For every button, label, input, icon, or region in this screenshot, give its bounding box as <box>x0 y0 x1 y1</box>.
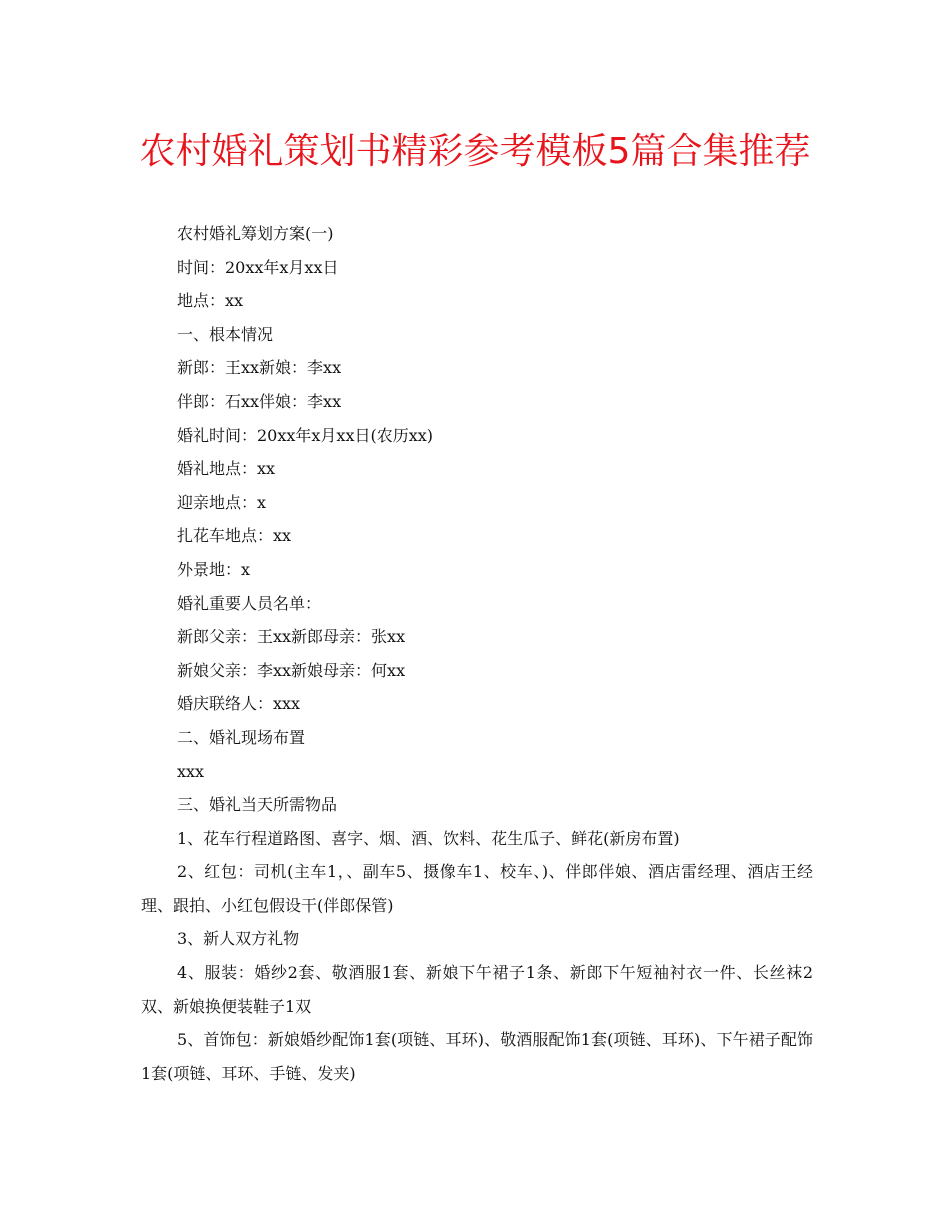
section-heading-basic: 一、根本情况 <box>177 324 274 344</box>
groomsman-bridesmaid-line: 伴郎：石xx伴娘：李xx <box>177 391 342 411</box>
time-line: 时间：20xx年x月xx日 <box>177 257 339 277</box>
groom-parents-line: 新郎父亲：王xx新郎母亲：张xx <box>177 627 406 647</box>
item-1-line: 1、花车行程道路图、喜字、烟、酒、饮料、花生瓜子、鲜花(新房布置) <box>177 828 680 848</box>
wedding-location-line: 婚礼地点：xx <box>177 459 276 479</box>
item-4-paragraph: 4、服装：婚纱2套、敬酒服1套、新娘下午裙子1条、新郎下午短袖衬衣一件、长丝袜2双、新娘换便装鞋子1双 <box>141 963 813 1016</box>
item-2-paragraph: 2、红包：司机(主车1，、副车5、摄像车1、校车、)、伴郎伴娘、酒店雷经理、酒店王经理、跟拍、小红包假设干(伴郎保管) <box>141 862 813 915</box>
document-title: 农村婚礼策划书精彩参考模板5篇合集推荐 <box>139 131 811 172</box>
car-decoration-location-line: 扎花车地点：xx <box>177 526 292 546</box>
plan-heading: 农村婚礼筹划方案(一) <box>177 224 334 243</box>
key-people-heading: 婚礼重要人员名单： <box>177 593 322 613</box>
section-heading-venue: 二、婚礼现场布置 <box>177 727 306 747</box>
outdoor-location-line: 外景地：x <box>177 559 251 579</box>
location-line: 地点：xx <box>177 291 244 311</box>
section-heading-items: 三、婚礼当天所需物品 <box>177 795 338 815</box>
groom-bride-line: 新郎：王xx新娘：李xx <box>177 358 342 378</box>
venue-detail-line: xxx <box>177 761 205 781</box>
bride-parents-line: 新娘父亲：李xx新娘母亲：何xx <box>177 660 406 680</box>
document-body <box>141 217 813 1090</box>
pickup-location-line: 迎亲地点：x <box>177 492 267 512</box>
item-5-paragraph: 5、首饰包：新娘婚纱配饰1套(项链、耳环)、敬酒服配饰1套(项链、耳环)、下午裙子配饰1套(项链、耳环、手链、发夹) <box>141 1030 813 1083</box>
contact-line: 婚庆联络人：xxx <box>177 694 301 714</box>
wedding-time-line: 婚礼时间：20xx年x月xx日(农历xx) <box>177 425 434 445</box>
item-3-paragraph: 3、新人双方礼物 <box>177 929 300 949</box>
